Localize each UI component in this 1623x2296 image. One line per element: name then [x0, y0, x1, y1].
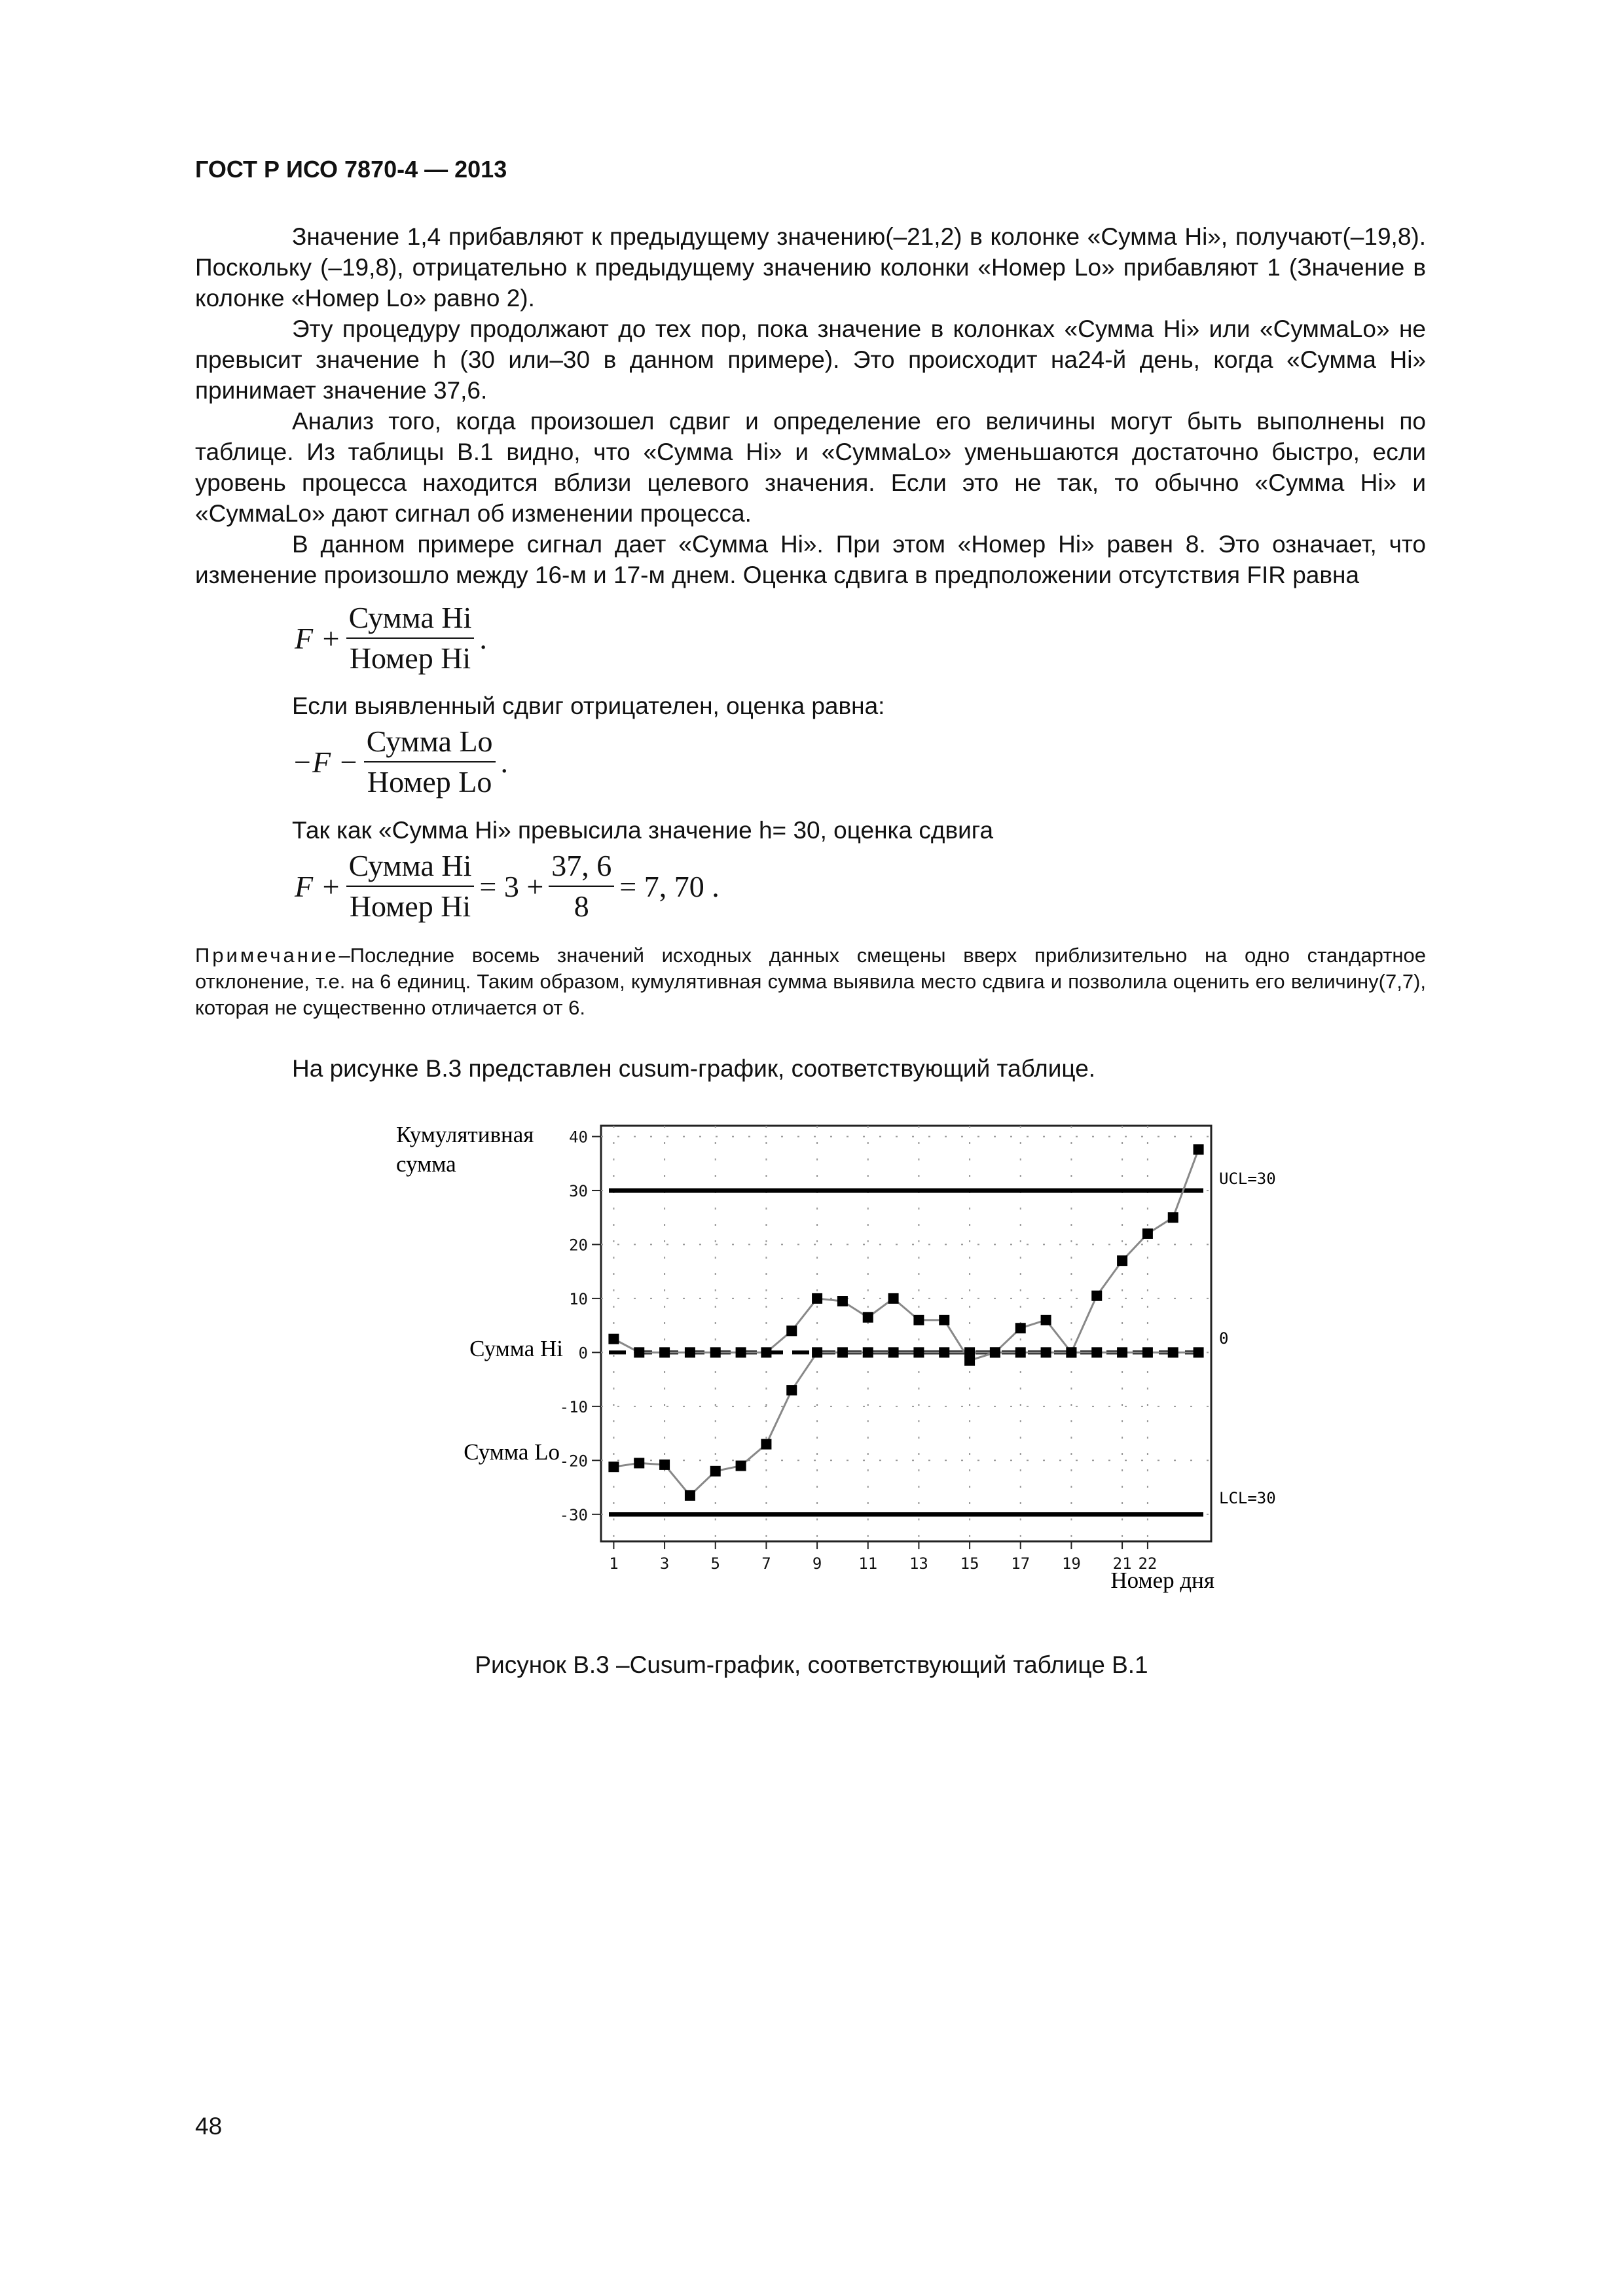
formula-lead: F +	[295, 621, 341, 655]
y-axis-label-line1: Кумулятивная	[396, 1122, 534, 1147]
marker-lo	[812, 1347, 822, 1357]
marker-hi	[863, 1312, 873, 1323]
y-tick-label: 10	[569, 1289, 588, 1308]
y-tick-label: -20	[559, 1452, 588, 1471]
marker-hi	[1117, 1255, 1127, 1266]
marker-lo	[888, 1347, 899, 1357]
center-label: 0	[1219, 1329, 1229, 1348]
plot-frame	[601, 1126, 1211, 1541]
y-tick-label: 30	[569, 1181, 588, 1200]
series-markers	[608, 1144, 1203, 1501]
y-axis-label-line2: сумма	[396, 1151, 456, 1177]
marker-hi	[1041, 1315, 1051, 1325]
figure-caption: Рисунок В.3 –Cusum-график, соответствующий таблице В.1	[475, 1651, 1148, 1678]
fraction-denominator-2: 8	[574, 889, 589, 923]
x-axis-label: Номер дня	[1110, 1568, 1214, 1593]
y-tick-label: -30	[559, 1505, 588, 1524]
formula-lead: F +	[295, 869, 341, 903]
series-label-hi: Сумма Hi	[469, 1336, 563, 1361]
paragraph-2: Эту процедуру продолжают до тех пор, пока значение в колонках «Сумма Hi» или «СуммаLo» не превысит значение h (30 или–30 в данном примере). Это происходит на24-й день, когда «Сумма Hi» принимает значение 37,6.	[195, 315, 1426, 404]
formula-equals-1: = 3 +	[479, 869, 544, 903]
marker-hi	[837, 1296, 848, 1306]
paragraph-3: Анализ того, когда произошел сдвиг и определение его величины могут быть выполнены по таблице. Из таблицы В.1 видно, что «Сумма Hi» и «СуммаLo» уменьшаются достаточно быстро, если уровень процесса находится вблизи целевого значения. Если это не так, то обычно «Сумма Hi» и «СуммаLo» дают сигнал об изменении процесса.	[195, 408, 1426, 527]
y-tick-label: 40	[569, 1128, 588, 1147]
x-tick-label: 15	[960, 1554, 979, 1573]
y-tick-label: 20	[569, 1236, 588, 1255]
marker-hi	[634, 1347, 644, 1357]
marker-lo	[863, 1347, 873, 1357]
marker-lo	[736, 1461, 746, 1471]
fraction-denominator: Номер Lo	[367, 765, 492, 798]
marker-lo	[913, 1347, 924, 1357]
marker-lo	[608, 1462, 619, 1472]
figure-intro: На рисунке В.3 представлен cusum-график, соответствующий таблице.	[292, 1055, 1096, 1082]
x-tick-label: 9	[812, 1554, 822, 1573]
series-line-hi	[613, 1149, 1198, 1360]
marker-lo	[1142, 1347, 1153, 1357]
x-tick-label: 7	[761, 1554, 771, 1573]
marker-hi	[1194, 1144, 1204, 1155]
note-label: Примечание	[195, 944, 339, 967]
marker-hi	[812, 1293, 822, 1304]
marker-hi	[1168, 1212, 1178, 1223]
fraction-numerator: Сумма Hi	[346, 849, 475, 887]
marker-hi	[710, 1347, 721, 1357]
paragraph-1: Значение 1,4 прибавляют к предыдущему значению(–21,2) в колонке «Сумма Hi», получают(–19,8). Поскольку (–19,8), отрицательно к предыдущему значению колонки «Номер Lo» прибавляют 1 (Значение в колонке «Номер Lo» равно 2).	[195, 223, 1426, 312]
marker-lo	[964, 1347, 975, 1357]
fraction-numerator: Сумма Lo	[364, 725, 496, 762]
document-header: ГОСТ Р ИСО 7870-4 — 2013	[195, 156, 507, 183]
marker-lo	[710, 1466, 721, 1477]
marker-lo	[685, 1490, 695, 1501]
marker-hi	[1142, 1229, 1153, 1239]
negative-shift-line: Если выявленный сдвиг отрицателен, оценка равна:	[292, 692, 885, 719]
marker-hi	[685, 1347, 695, 1357]
page-number: 48	[195, 2113, 223, 2140]
x-tick-label: 19	[1061, 1554, 1081, 1573]
note-text: –Последние восемь значений исходных данных смещены вверх приблизительно на одно стандартное отклонение, т.е. на 6 единиц. Таким образом, кумулятивная сумма выявила место сдвига и позволила оценить его величину(7,7), которая не существенно отличается от 6.	[195, 944, 1426, 1019]
marker-lo	[1091, 1347, 1102, 1357]
series-lines	[613, 1149, 1198, 1496]
marker-hi	[608, 1334, 619, 1344]
x-tick-label: 21	[1112, 1554, 1132, 1573]
formula-tail: .	[479, 621, 487, 655]
paragraph-4: В данном примере сигнал дает «Сумма Hi». При этом «Номер Hi» равен 8. Это означает, что изменение произошло между 16-м и 17-м днем. Оценка сдвига в предположении отсутствия FIR равна	[195, 531, 1426, 588]
marker-lo	[634, 1458, 644, 1468]
x-tick-label: 22	[1138, 1554, 1158, 1573]
fraction-numerator: Сумма Hi	[346, 601, 475, 639]
series-line-lo	[613, 1352, 1198, 1496]
ucl-label: UCL=30	[1219, 1170, 1276, 1188]
fraction-numerator-2: 37, 6	[549, 849, 614, 887]
x-tick-label: 5	[710, 1554, 720, 1573]
marker-lo	[1015, 1347, 1026, 1357]
marker-hi	[913, 1315, 924, 1325]
marker-lo	[939, 1347, 949, 1357]
y-tick-label: 0	[578, 1344, 588, 1363]
marker-lo	[1194, 1347, 1204, 1357]
series-label-lo: Сумма Lo	[464, 1439, 560, 1465]
formula-tail: .	[500, 745, 509, 779]
x-tick-label: 3	[659, 1554, 670, 1573]
marker-lo	[786, 1385, 797, 1395]
chart-grid	[601, 1126, 1211, 1541]
fraction-denominator: Номер Hi	[349, 641, 471, 675]
lcl-label: LCL=30	[1219, 1489, 1276, 1507]
marker-lo	[837, 1347, 848, 1357]
x-tick-labels	[609, 1541, 1157, 1573]
marker-lo	[1066, 1347, 1076, 1357]
x-tick-label: 13	[909, 1554, 928, 1573]
x-tick-label: 11	[858, 1554, 878, 1573]
marker-lo	[1168, 1347, 1178, 1357]
exceeded-line: Так как «Сумма Hi» превысила значение h= 30, оценка сдвига	[292, 817, 994, 844]
marker-hi	[659, 1347, 670, 1357]
y-tick-labels	[560, 1128, 601, 1524]
marker-lo	[990, 1347, 1000, 1357]
x-tick-label: 17	[1011, 1554, 1030, 1573]
formula-lead: −F −	[292, 745, 359, 779]
marker-hi	[888, 1293, 899, 1304]
marker-hi	[761, 1347, 771, 1357]
y-tick-label: -10	[559, 1397, 588, 1416]
fraction-denominator: Номер Hi	[349, 889, 471, 923]
x-tick-label: 1	[609, 1554, 619, 1573]
marker-hi	[1091, 1291, 1102, 1301]
marker-lo	[1041, 1347, 1051, 1357]
marker-lo	[659, 1460, 670, 1470]
formula-equals-2: = 7, 70 .	[619, 869, 720, 903]
marker-lo	[761, 1439, 771, 1450]
marker-lo	[1117, 1347, 1127, 1357]
plot-border	[601, 1126, 1211, 1541]
marker-hi	[736, 1347, 746, 1357]
marker-hi	[786, 1325, 797, 1336]
marker-hi	[1015, 1323, 1026, 1333]
marker-hi	[939, 1315, 949, 1325]
